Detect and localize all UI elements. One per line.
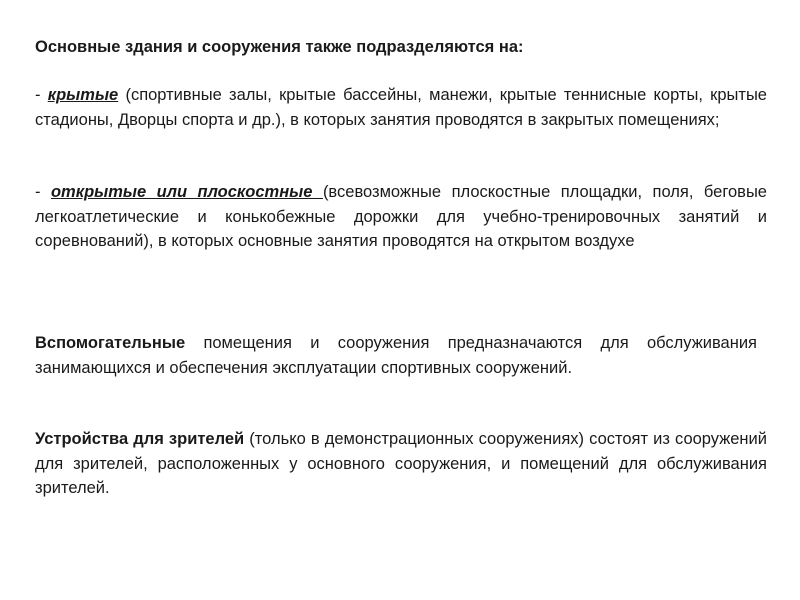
covered-buildings-paragraph [35, 83, 767, 132]
spectators-description: (только в демонстрационных сооружениях) состоят из сооружений для зрителей, расположенных у основного сооружения, и помещений для обслуживания зрителей. [35, 430, 767, 497]
section-heading: Основные здания и сооружения также подразделяются на: [35, 38, 524, 56]
open-facilities-paragraph [35, 180, 767, 254]
open-term: открытые или плоскостные [50, 183, 323, 201]
covered-term: крытые [47, 86, 119, 104]
open-description: (всевозможные плоскостные площадки, поля, беговые легкоатлетические и конькобежные дорожки для учебно-тренировочных занятий и соревнований), в которых основные занятия проводятся на открытом воздухе [35, 183, 767, 250]
spectators-term: Устройства для зрителей [35, 430, 245, 448]
auxiliary-paragraph [35, 331, 757, 380]
open-dash: - [35, 183, 51, 201]
auxiliary-description: помещения и сооружения предназначаются для обслуживания занимающихся и обеспечения эксплуатации спортивных сооружений. [35, 334, 757, 377]
covered-description: (спортивные залы, крытые бассейны, манежи, крытые теннисные корты, крытые стадионы, Дворцы спорта и др.), в которых занятия проводятся в закрытых помещениях; [35, 86, 767, 129]
spectator-facilities-paragraph [35, 427, 767, 501]
covered-dash: - [35, 86, 48, 104]
auxiliary-term: Вспомогательные [35, 334, 186, 352]
